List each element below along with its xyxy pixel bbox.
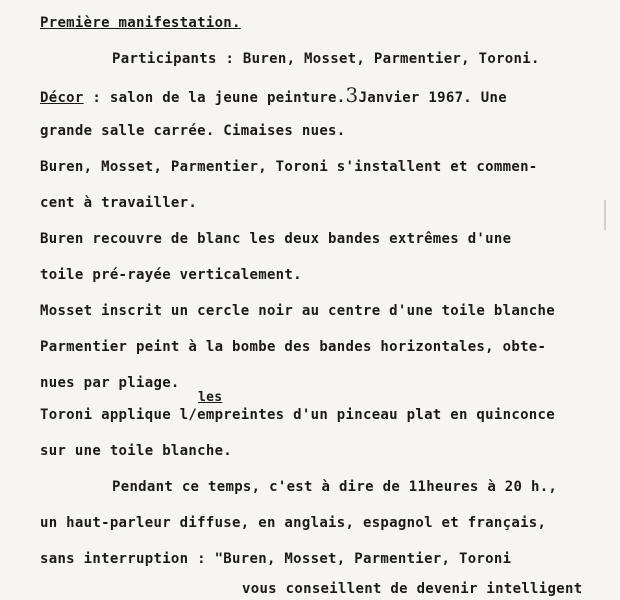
text-line-14: un haut-parleur diffuse, en anglais, espagnol et français, [40,515,547,531]
text-line-9: Parmentier peint à la bombe des bandes horizontales, obte- [40,339,547,355]
text-line-8: Mosset inscrit un cercle noir au centre d'une toile blanche [40,303,555,319]
text-line-13: Pendant ce temps, c'est à dire de 11heures à 20 h., [112,479,558,495]
handwritten-insert-les: les [198,390,223,405]
text-line-12: sur une toile blanche. [40,443,233,459]
text-line-15: sans interruption : "Buren, Mosset, Parmentier, Toroni [40,551,512,567]
heading [40,14,241,32]
text-line-4: Buren, Mosset, Parmentier, Toroni s'installent et commen- [40,159,538,175]
participants-line: Participants : Buren, Mosset, Parmentier, Toroni. [112,51,540,67]
text-line-7: toile pré-rayée verticalement. [40,267,302,283]
text-line-6: Buren recouvre de blanc les deux bandes extrêmes d'une [40,231,512,247]
text-line-10: nues par pliage. [40,375,180,391]
decor-text-b: Janvier 1967. Une [358,90,507,106]
decor-line [40,83,507,107]
decor-text-a: : salon de la jeune peinture. [83,90,346,106]
handwritten-day: 3 [345,83,359,107]
text-line-5: cent à travailler. [40,195,198,211]
margin-mark [604,200,614,230]
text-line-3: grande salle carrée. Cimaises nues. [40,123,346,139]
text-line-11: Toroni applique l/empreintes d'un pinceau plat en quinconce [40,407,555,423]
heading-text: Première manifestation. [40,15,241,31]
text-line-16: vous conseillent de devenir intelligent [242,581,583,597]
decor-label: Décor [40,90,84,106]
